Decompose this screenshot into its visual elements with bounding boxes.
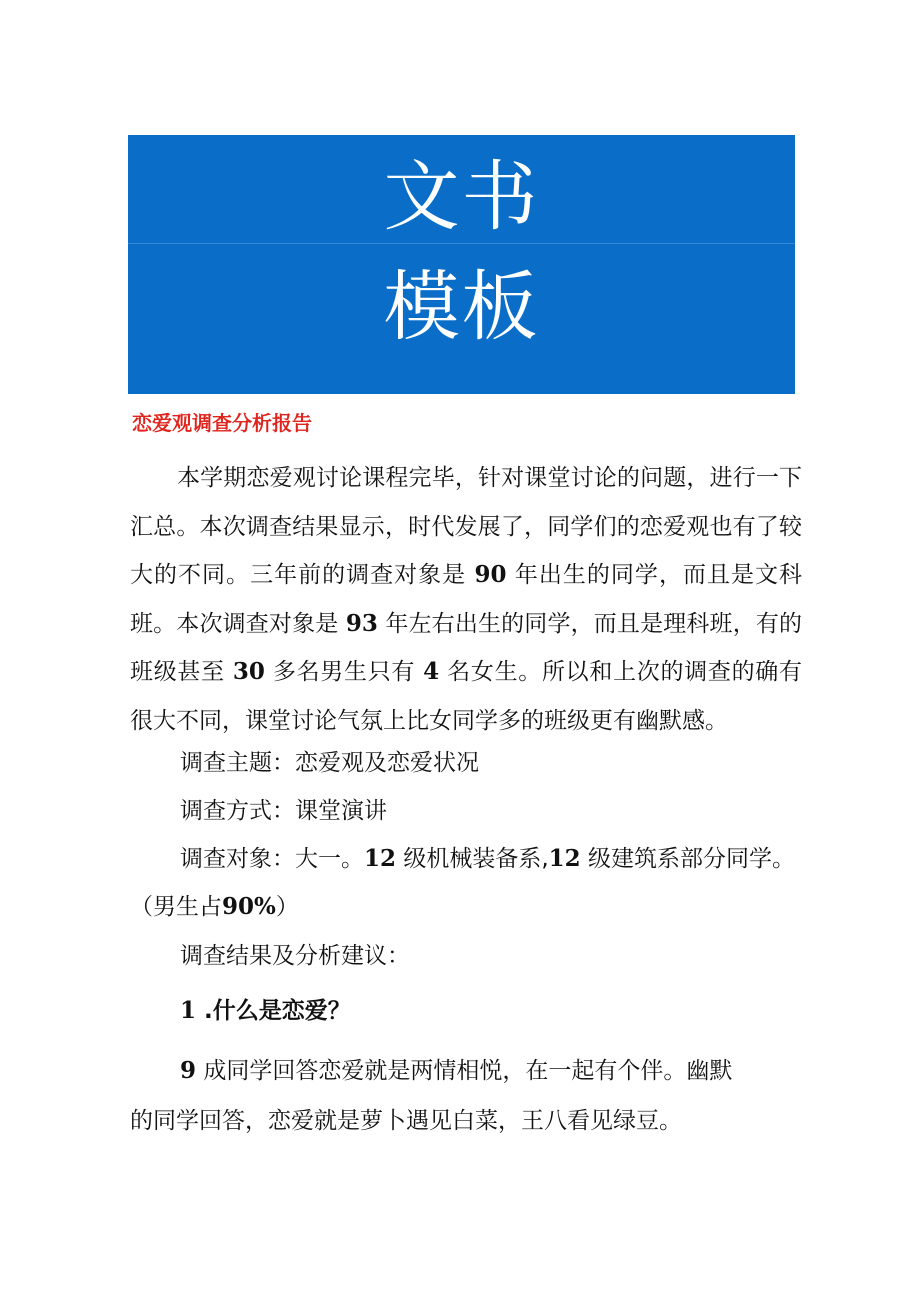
subjects-prefix: 调查对象：大一。 bbox=[180, 846, 364, 872]
results-heading: 调查结果及分析建议： bbox=[180, 943, 410, 969]
intro-text-2: 年出生的同学，而且是文科班。本次调查对象是 bbox=[130, 562, 803, 637]
subjects-number-1: 12 bbox=[364, 845, 397, 872]
intro-number-30: 30 bbox=[232, 658, 265, 686]
intro-number-4: 4 bbox=[423, 658, 440, 686]
question-1 bbox=[180, 997, 351, 1026]
answer-1-text-1: 成同学回答恋爱就是两情相悦，在一起有个伴。幽默 bbox=[203, 1058, 733, 1084]
question-1-text: .什么是恋爱？ bbox=[204, 998, 351, 1024]
intro-number-93: 93 bbox=[345, 609, 378, 637]
title-banner bbox=[128, 135, 795, 394]
subjects-number-2: 12 bbox=[548, 845, 581, 872]
question-1-number: 1 bbox=[180, 997, 197, 1024]
document-title: 恋爱观调查分析报告 bbox=[132, 411, 312, 435]
banner-divider bbox=[128, 243, 795, 244]
answer-1-line-2: 的同学回答，恋爱就是萝卜遇见白菜，王八看见绿豆。 bbox=[130, 1108, 682, 1134]
banner-title-line2: 模板 bbox=[383, 262, 540, 351]
ratio-value: 90% bbox=[222, 893, 276, 920]
survey-subjects bbox=[180, 845, 795, 874]
survey-topic: 调查主题：恋爱观及恋爱状况 bbox=[180, 750, 479, 776]
answer-1-number: 9 bbox=[180, 1057, 197, 1084]
subjects-mid: 级机械装备系, bbox=[403, 846, 549, 872]
intro-paragraph bbox=[130, 454, 802, 746]
intro-text-3: 年左右出生的同学，而且是理科班，有的班级甚至 bbox=[130, 610, 803, 686]
ratio-close: ） bbox=[275, 894, 299, 920]
survey-method: 调查方式：课堂演讲 bbox=[180, 798, 387, 824]
intro-text-5: 名女生。所以和上次的调查的确有很大不同，课堂讨论气氛上比女同学多的班级更有幽默感。 bbox=[130, 659, 803, 734]
intro-text-4: 多名男生只有 bbox=[272, 659, 416, 686]
intro-text-1: 本学期恋爱观讨论课程完毕，针对课堂讨论的问题，进行一下汇总。本次调查结果显示，时代发展了，同学们的恋爱观也有了较大的不同。三年前的调查对象是 bbox=[130, 465, 802, 589]
answer-1-line-1 bbox=[180, 1057, 732, 1086]
subjects-suffix: 级建筑系部分同学。 bbox=[587, 846, 795, 872]
banner-title-line1: 文书 bbox=[383, 152, 540, 241]
ratio-open: （男生占 bbox=[130, 894, 222, 920]
intro-number-90: 90 bbox=[474, 561, 507, 589]
gender-ratio bbox=[130, 893, 299, 922]
